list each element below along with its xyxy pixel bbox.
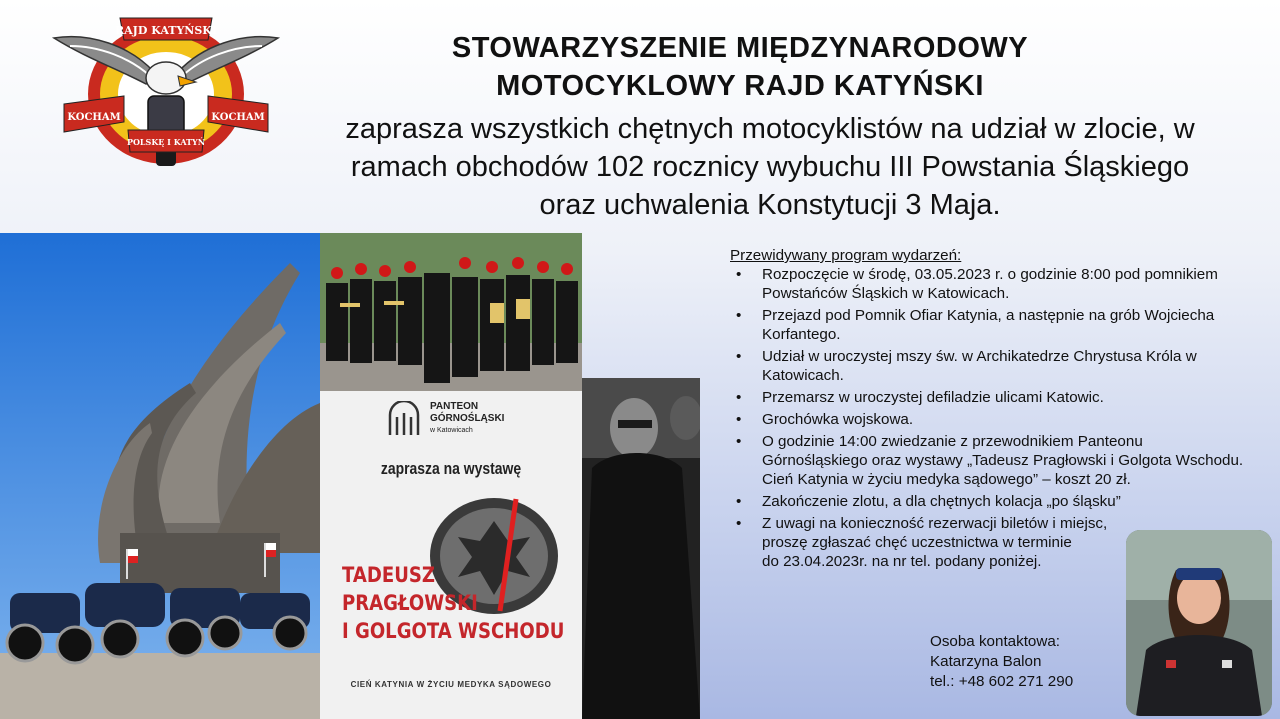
rajd-katynski-logo — [50, 12, 282, 172]
invitation-line1: zaprasza wszystkich chętnych motocyklistów na udział w zlocie, w — [345, 113, 1195, 145]
program-item: • Rozpoczęcie w środę, 03.05.2023 r. o godzinie 8:00 pod pomnikiem Powstańców Śląskich w Katowicach. — [730, 265, 1250, 303]
poster-subtitle: CIEŃ KATYNIA W ŻYCIU MEDYKA SĄDOWEGO — [350, 680, 552, 689]
logo-right-text: KOCHAM — [211, 112, 265, 123]
invitation-text — [270, 110, 1270, 224]
program-item: • Z uwagi na konieczność rezerwacji biletów i miejsc, — [730, 514, 1250, 533]
program-item: • Udział w uroczystej mszy św. w Archikatedrze Chrystusa Króla w Katowicach. — [730, 347, 1250, 385]
invitation-line2: ramach obchodów 102 rocznicy wybuchu III Powstania Śląskiego — [350, 151, 1190, 183]
miners-band-photo — [320, 233, 582, 391]
program-list — [730, 265, 1250, 571]
poster-title-line1: TADEUSZ — [342, 563, 436, 587]
exhibition-poster — [320, 391, 582, 719]
organization-title-line2: MOTOCYKLOWY RAJD KATYŃSKI — [496, 70, 984, 102]
program-heading: Przewidywany program wydarzeń: — [730, 247, 962, 264]
contact-info — [930, 632, 1073, 692]
logo-top-text: RAJD KATYŃSKI — [114, 24, 218, 37]
organization-title-line1: STOWARZYSZENIE MIĘDZYNARODOWY — [451, 32, 1029, 64]
poster-title-line2: PRAGŁOWSKI — [342, 591, 478, 615]
monument-photo — [0, 233, 320, 719]
invitation-line3: oraz uchwalenia Konstytucji 3 Maja. — [539, 189, 1001, 221]
panteon-brand-line1: PANTEON — [430, 401, 479, 412]
program-item: • O godzinie 14:00 zwiedzanie z przewodnikiem Panteonu Górnośląskiego oraz wystawy „Tadeusz Pragłowski i Golgota Wschodu. Cień Katynia w życiu medyka sądowego” – koszt 20 zł. — [730, 432, 1250, 489]
panteon-brand-line2: GÓRNOŚLĄSKI — [430, 413, 505, 424]
panteon-brand — [386, 401, 504, 437]
program-item-continuation: proszę zgłaszać chęć uczestnictwa w terminie — [762, 534, 1072, 551]
program-item: • Zakończenie zlotu, a dla chętnych kolacja „po śląsku” — [730, 492, 1250, 511]
poster-title-line3: I GOLGOTA WSCHODU — [342, 619, 565, 643]
contact-name: Katarzyna Balon — [930, 653, 1042, 670]
logo-left-text: KOCHAM — [67, 112, 121, 123]
poster-title — [342, 561, 565, 645]
program-item: • Grochówka wojskowa. — [730, 410, 1250, 429]
contact-label: Osoba kontaktowa: — [930, 633, 1061, 650]
panteon-brand-line3: w Katowicach — [430, 427, 473, 434]
program-item-continuation: do 23.04.2023r. na nr tel. podany poniżej. — [762, 553, 1042, 570]
poster-invite-text: zaprasza na wystawę — [380, 459, 522, 478]
event-program — [730, 246, 1250, 574]
logo-bottom-text: POLSKĘ I KATYŃ — [126, 137, 206, 147]
program-item: • Przejazd pod Pomnik Ofiar Katynia, a następnie na grób Wojciecha Korfantego. — [730, 306, 1250, 344]
contact-phone: tel.: +48 602 271 290 — [930, 673, 1074, 690]
contact-person-photo — [1126, 530, 1272, 716]
historical-portrait-photo — [582, 378, 700, 719]
panteon-logo-icon — [386, 401, 422, 437]
program-item: • Przemarsz w uroczystej defiladzie ulicami Katowic. — [730, 388, 1250, 407]
